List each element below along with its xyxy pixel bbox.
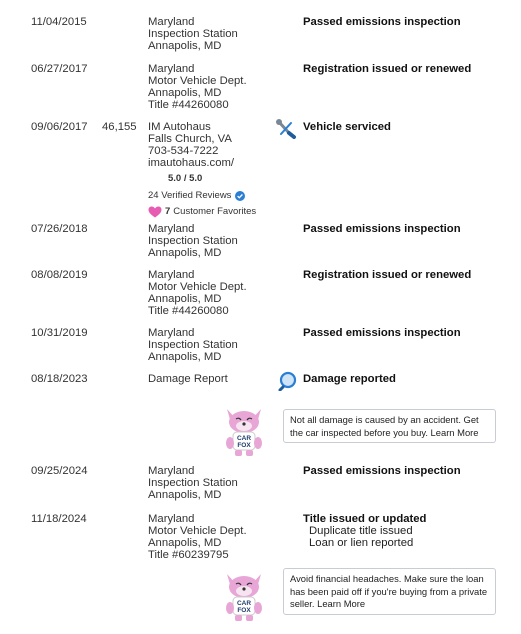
record-event: Damage reported (303, 373, 396, 385)
record-source: Maryland Motor Vehicle Dept. Annapolis, MD Title #44260080 (148, 63, 247, 111)
shirt-text: FOX (237, 607, 251, 614)
record-event: Registration issued or renewed (303, 63, 472, 75)
record-odometer: 46,155 (102, 121, 137, 133)
record-event: Passed emissions inspection (303, 223, 461, 235)
damage-report-link[interactable]: Damage Report (148, 373, 228, 385)
record-date: 11/04/2015 (31, 16, 87, 28)
customer-favorites (148, 206, 256, 218)
dealer-reviews[interactable] (148, 190, 256, 202)
dealer-website-link[interactable]: imautohaus.com/ (148, 157, 235, 169)
carfox-mascot (219, 570, 269, 622)
record-event: Passed emissions inspection (303, 327, 461, 339)
record-detail: Loan or lien reported (309, 537, 414, 549)
record-date: 06/27/2017 (31, 63, 88, 75)
learn-more-link[interactable]: Learn More (317, 598, 366, 609)
record-event: Title issued or updated Duplicate title issued Loan or lien reported (303, 513, 427, 549)
record-event: Passed emissions inspection (303, 16, 461, 28)
learn-more-link[interactable]: Learn More (430, 426, 479, 438)
record-event: Passed emissions inspection (303, 465, 461, 477)
record-detail: Duplicate title issued (309, 525, 413, 537)
record-date: 11/18/2024 (31, 513, 87, 525)
dealer-rating: 5.0 / 5.0 (168, 173, 203, 184)
callout-text: Not all damage is caused by an accident. Get the car inspected before you buy. (290, 414, 479, 438)
record-date: 10/31/2019 (31, 327, 88, 339)
record-source: Maryland Inspection Station Annapolis, MD (148, 16, 238, 52)
record-date: 09/06/2017 (31, 121, 88, 133)
wrench-screwdriver-icon (275, 119, 297, 139)
favorites-count: 7 (165, 206, 171, 217)
record-source: IM Autohaus Falls Church, VA 703-534-7222 imautohaus.com/ 5.0 / 5.0 24 Verified Reviews 7 Customer Favorites (148, 121, 257, 217)
record-date: 08/08/2019 (31, 269, 88, 281)
record-event: Vehicle serviced (303, 121, 391, 133)
shirt-text: FOX (237, 442, 251, 449)
record-source: Maryland Inspection Station Annapolis, MD (148, 223, 238, 259)
record-source: Maryland Motor Vehicle Dept. Annapolis, MD Title #60239795 (148, 513, 247, 561)
carfox-mascot (219, 405, 269, 457)
record-source: Maryland Inspection Station Annapolis, MD (148, 465, 238, 501)
shirt-text: CAR (236, 435, 252, 442)
record-source: Maryland Inspection Station Annapolis, MD (148, 327, 238, 363)
record-source (148, 373, 228, 385)
verified-badge-icon (235, 191, 245, 201)
record-date: 07/26/2018 (31, 223, 88, 235)
record-date: 08/18/2023 (31, 373, 88, 385)
tip-callout (283, 409, 496, 443)
reviews-label: 24 Verified Reviews (148, 190, 232, 201)
shirt-text: CAR (236, 600, 252, 607)
favorites-label: Customer Favorites (173, 206, 257, 217)
callout-text: Avoid financial headaches. Make sure the loan has been paid off if you're buying from a private seller. (290, 573, 488, 609)
record-source: Maryland Motor Vehicle Dept. Annapolis, MD Title #44260080 (148, 269, 247, 317)
record-date: 09/25/2024 (31, 465, 88, 477)
magnifier-icon (278, 371, 300, 391)
record-event: Registration issued or renewed (303, 269, 472, 281)
heart-icon (148, 206, 162, 218)
tip-callout (283, 568, 496, 615)
